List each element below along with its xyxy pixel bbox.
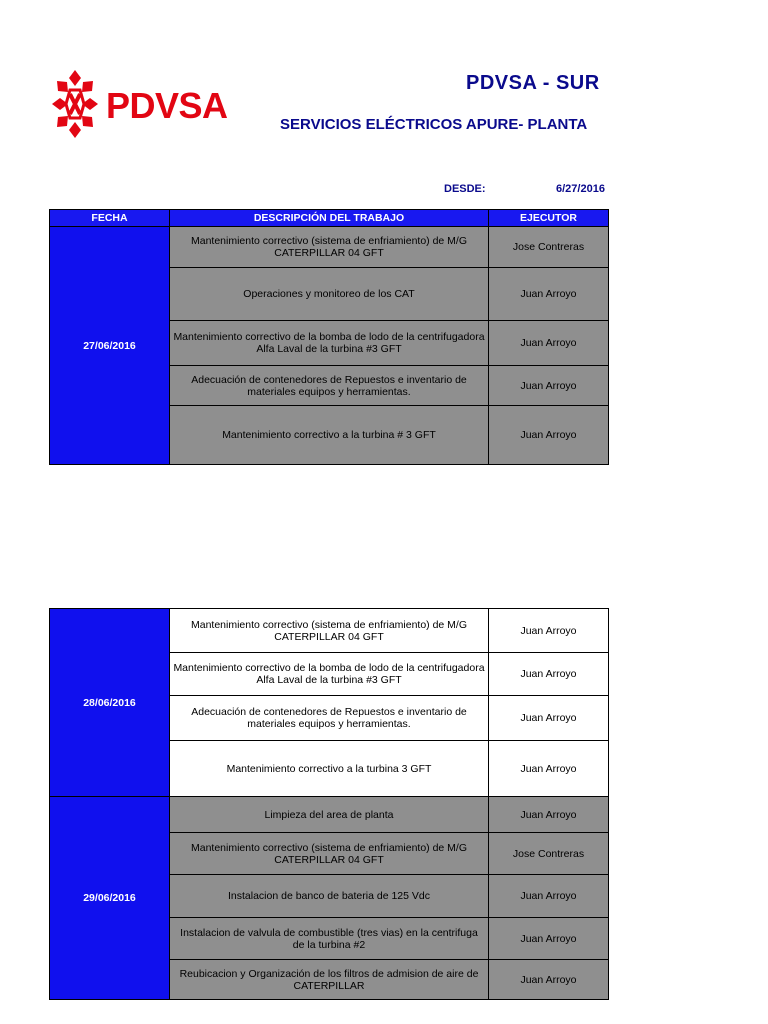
work-table-1 [49, 209, 609, 465]
executor-cell: Juan Arroyo [489, 653, 609, 696]
description-cell: Instalacion de banco de bateria de 125 Vdc [170, 875, 489, 918]
description-cell: Mantenimiento correctivo a la turbina # 3 GFT [170, 406, 489, 465]
description-cell: Mantenimiento correctivo (sistema de enfriamiento) de M/G CATERPILLAR 04 GFT [170, 227, 489, 268]
description-cell: Mantenimiento correctivo (sistema de enfriamiento) de M/G CATERPILLAR 04 GFT [170, 833, 489, 875]
description-cell: Operaciones y monitoreo de los CAT [170, 268, 489, 321]
executor-cell: Jose Contreras [489, 227, 609, 268]
executor-cell: Juan Arroyo [489, 321, 609, 366]
date-cell: 27/06/2016 [50, 227, 170, 465]
logo-wordmark: PDVSA [106, 85, 228, 126]
table-row [50, 609, 609, 653]
desde-label: DESDE: [444, 183, 486, 195]
description-cell: Reubicacion y Organización de los filtros de admision de aire de CATERPILLAR [170, 960, 489, 1000]
desde-value: 6/27/2016 [556, 183, 605, 195]
executor-cell: Juan Arroyo [489, 696, 609, 741]
description-cell: Limpieza del area de planta [170, 797, 489, 833]
executor-cell: Jose Contreras [489, 833, 609, 875]
executor-cell: Juan Arroyo [489, 960, 609, 1000]
executor-cell: Juan Arroyo [489, 609, 609, 653]
executor-cell: Juan Arroyo [489, 875, 609, 918]
page-subtitle: SERVICIOS ELÉCTRICOS APURE- PLANTA [280, 116, 588, 133]
table-header-row [50, 210, 609, 227]
work-table-2 [49, 608, 609, 1000]
description-cell: Mantenimiento correctivo a la turbina 3 GFT [170, 741, 489, 797]
description-cell: Adecuación de contenedores de Repuestos e inventario de materiales equipos y herramientas. [170, 366, 489, 406]
table-row [50, 797, 609, 833]
executor-cell: Juan Arroyo [489, 741, 609, 797]
date-cell: 28/06/2016 [50, 609, 170, 797]
executor-cell: Juan Arroyo [489, 918, 609, 960]
description-cell: Mantenimiento correctivo de la bomba de lodo de la centrifugadora Alfa Laval de la turbina #3 GFT [170, 321, 489, 366]
page-title: PDVSA - SUR [466, 72, 600, 94]
column-header-descripcion: DESCRIPCIÓN DEL TRABAJO [170, 210, 489, 227]
executor-cell: Juan Arroyo [489, 366, 609, 406]
description-cell: Adecuación de contenedores de Repuestos e inventario de materiales equipos y herramientas. [170, 696, 489, 741]
column-header-ejecutor: EJECUTOR [489, 210, 609, 227]
date-cell: 29/06/2016 [50, 797, 170, 1000]
description-cell: Mantenimiento correctivo de la bomba de lodo de la centrifugadora Alfa Laval de la turbina #3 GFT [170, 653, 489, 696]
executor-cell: Juan Arroyo [489, 406, 609, 465]
column-header-fecha: FECHA [50, 210, 170, 227]
header-clip [0, 0, 608, 200]
executor-cell: Juan Arroyo [489, 268, 609, 321]
table-row [50, 227, 609, 268]
executor-cell: Juan Arroyo [489, 797, 609, 833]
description-cell: Mantenimiento correctivo (sistema de enfriamiento) de M/G CATERPILLAR 04 GFT [170, 609, 489, 653]
description-cell: Instalacion de valvula de combustible (tres vias) en la centrifuga de la turbina #2 [170, 918, 489, 960]
